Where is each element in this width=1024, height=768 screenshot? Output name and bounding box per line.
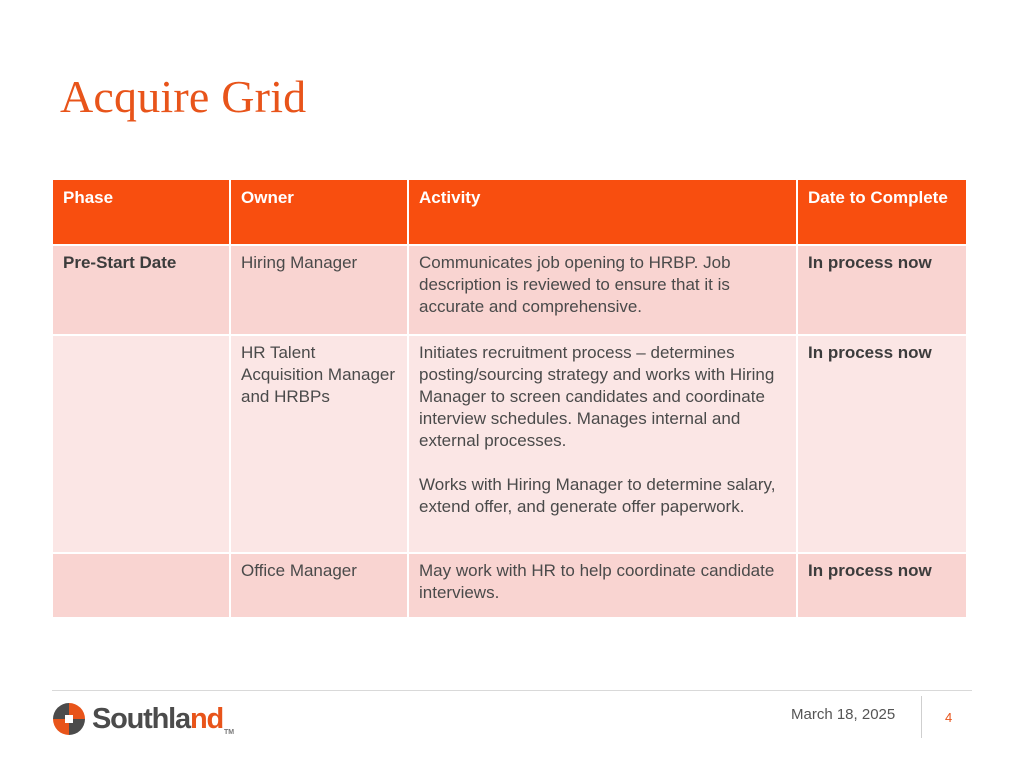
cell-owner: Hiring Manager [230, 245, 408, 335]
header-date-to-complete: Date to Complete [797, 179, 967, 245]
footer-separator [921, 696, 922, 738]
southland-logo-mark-icon [52, 702, 86, 736]
cell-phase [52, 335, 230, 553]
header-owner: Owner [230, 179, 408, 245]
cell-activity [408, 335, 797, 553]
cell-date-to-complete: In process now [797, 335, 967, 553]
cell-activity [408, 245, 797, 335]
table-row [52, 245, 967, 335]
table-header-row [52, 179, 967, 245]
activity-paragraph: Initiates recruitment process – determines posting/sourcing strategy and works with Hiring Manager to screen candidates and coordinate interview schedules. Manages internal and external processes. [419, 343, 775, 450]
activity-paragraph: Communicates job opening to HRBP. Job description is reviewed to ensure that it is accurate and comprehensive. [419, 253, 731, 316]
activity-paragraph: May work with HR to help coordinate candidate interviews. [419, 561, 775, 602]
table-row [52, 553, 967, 618]
page-number: 4 [945, 710, 953, 725]
cell-phase [52, 553, 230, 618]
cell-phase: Pre-Start Date [52, 245, 230, 335]
acquire-grid-table [51, 178, 968, 619]
table-row [52, 335, 967, 553]
cell-owner: Office Manager [230, 553, 408, 618]
logo-wordmark: SouthlandTM [92, 702, 235, 736]
page-title: Acquire Grid [60, 71, 307, 122]
cell-activity [408, 553, 797, 618]
footer-date: March 18, 2025 [791, 706, 896, 723]
southland-logo [52, 700, 252, 738]
footer-divider [52, 690, 972, 691]
header-phase: Phase [52, 179, 230, 245]
cell-date-to-complete: In process now [797, 245, 967, 335]
activity-paragraph: Works with Hiring Manager to determine salary, extend offer, and generate offer paperwork. [419, 475, 776, 516]
header-activity: Activity [408, 179, 797, 245]
cell-date-to-complete: In process now [797, 553, 967, 618]
cell-owner: HR Talent Acquisition Manager and HRBPs [230, 335, 408, 553]
